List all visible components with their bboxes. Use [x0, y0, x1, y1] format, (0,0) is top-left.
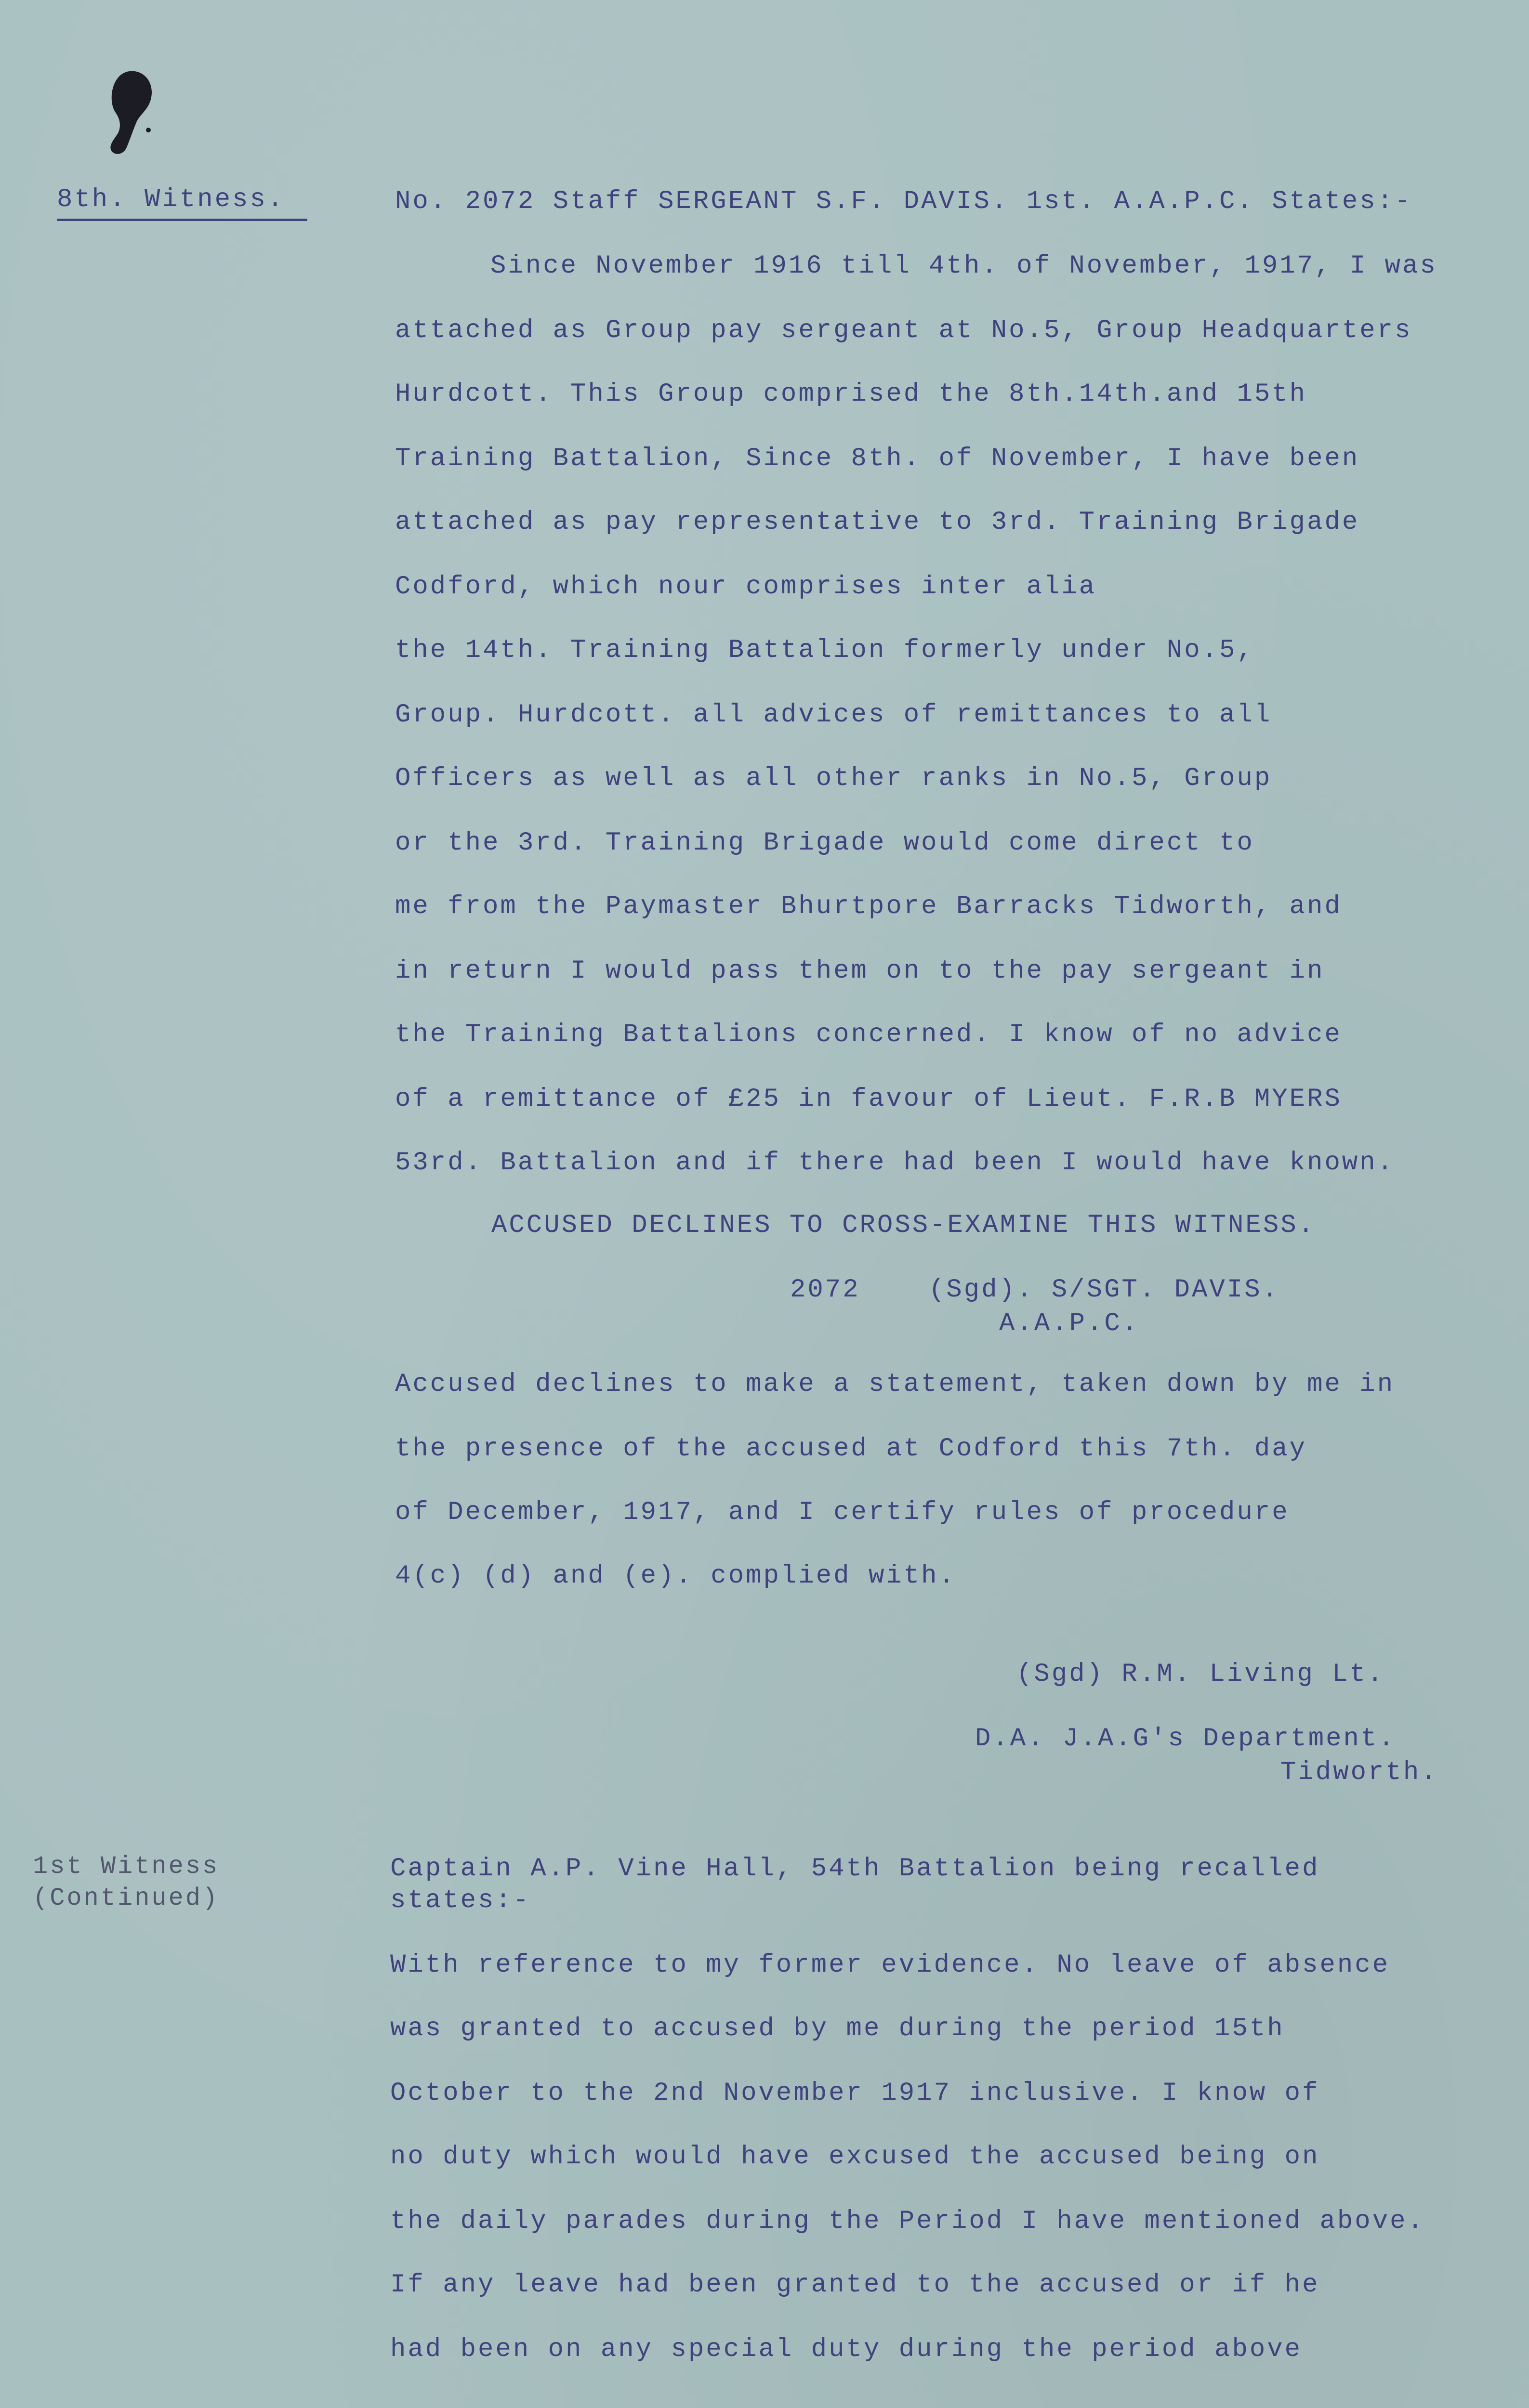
witness-8-label: 8th. Witness.	[57, 185, 285, 214]
witness-8-line: attached as pay representative to 3rd. Training Brigade	[395, 508, 1360, 537]
witness-8-line: Officers as well as all other ranks in No.5, Group	[395, 764, 1272, 793]
witness-1-line: was granted to accused by me during the period 15th	[390, 2014, 1285, 2043]
certification-line: Accused declines to make a statement, taken down by me in	[395, 1370, 1395, 1399]
witness-8-line: Group. Hurdcott. all advices of remittances to all	[395, 700, 1272, 730]
witness-1-label-continued: (Continued)	[33, 1884, 220, 1912]
certification-line: 4(c) (d) and (e). complied with.	[395, 1561, 956, 1591]
witness-8-line: Since November 1916 till 4th. of November, 1917, I was	[490, 251, 1437, 281]
certification-signature-department: D.A. J.A.G's Department.	[975, 1724, 1396, 1754]
witness-8-line: the 14th. Training Battalion formerly under No.5,	[395, 636, 1254, 665]
witness-1-line: If any leave had been granted to the accused or if he	[390, 2270, 1320, 2300]
witness-1-label: 1st Witness	[33, 1852, 220, 1881]
witness-8-line: Training Battalion, Since 8th. of November, I have been	[395, 444, 1360, 473]
certification-line: of December, 1917, and I certify rules of procedure	[395, 1498, 1290, 1527]
accused-declines-note: ACCUSED DECLINES TO CROSS-EXAMINE THIS WITNESS.	[491, 1211, 1316, 1240]
witness-8-line: attached as Group pay sergeant at No.5, Group Headquarters	[395, 316, 1412, 345]
witness-8-underline	[57, 219, 307, 221]
witness-1-line: With reference to my former evidence. No leave of absence	[390, 1950, 1390, 1980]
witness-1-line: October to the 2nd November 1917 inclusive. I know of	[390, 2079, 1320, 2108]
witness-8-line: the Training Battalions concerned. I know of no advice	[395, 1020, 1342, 1049]
witness-8-line: Hurdcott. This Group comprised the 8th.14th.and 15th	[395, 380, 1307, 409]
witness-1-line: no duty which would have excused the accused being on	[390, 2142, 1320, 2172]
witness-8-line: 53rd. Battalion and if there had been I would have known.	[395, 1148, 1395, 1178]
witness-8-line: Codford, which nour comprises inter alia	[395, 572, 1097, 602]
witness-8-signature-unit: A.A.P.C.	[999, 1309, 1140, 1338]
witness-1-line: the daily parades during the Period I have mentioned above.	[390, 2207, 1425, 2236]
witness-8-line: No. 2072 Staff SERGEANT S.F. DAVIS. 1st. A.A.P.C. States:-	[395, 187, 1412, 216]
witness-1-intro: states:-	[390, 1886, 531, 1915]
certification-line: the presence of the accused at Codford this 7th. day	[395, 1434, 1307, 1464]
witness-8-line: or the 3rd. Training Brigade would come direct to	[395, 828, 1254, 858]
witness-8-signature-number: 2072	[790, 1275, 860, 1305]
witness-1-line: had been on any special duty during the period above	[390, 2335, 1303, 2364]
witness-8-line: me from the Paymaster Bhurtpore Barracks Tidworth, and	[395, 892, 1342, 921]
witness-1-intro: Captain A.P. Vine Hall, 54th Battalion being recalled	[390, 1854, 1320, 1884]
ink-blot-mark	[101, 67, 159, 159]
witness-8-signature-name: (Sgd). S/SGT. DAVIS.	[929, 1275, 1280, 1305]
certification-signature-name: (Sgd) R.M. Living Lt.	[1016, 1660, 1385, 1689]
certification-signature-place: Tidworth.	[1280, 1758, 1438, 1787]
witness-8-line: of a remittance of £25 in favour of Lieut. F.R.B MYERS	[395, 1085, 1342, 1114]
witness-8-line: in return I would pass them on to the pay sergeant in	[395, 956, 1325, 986]
